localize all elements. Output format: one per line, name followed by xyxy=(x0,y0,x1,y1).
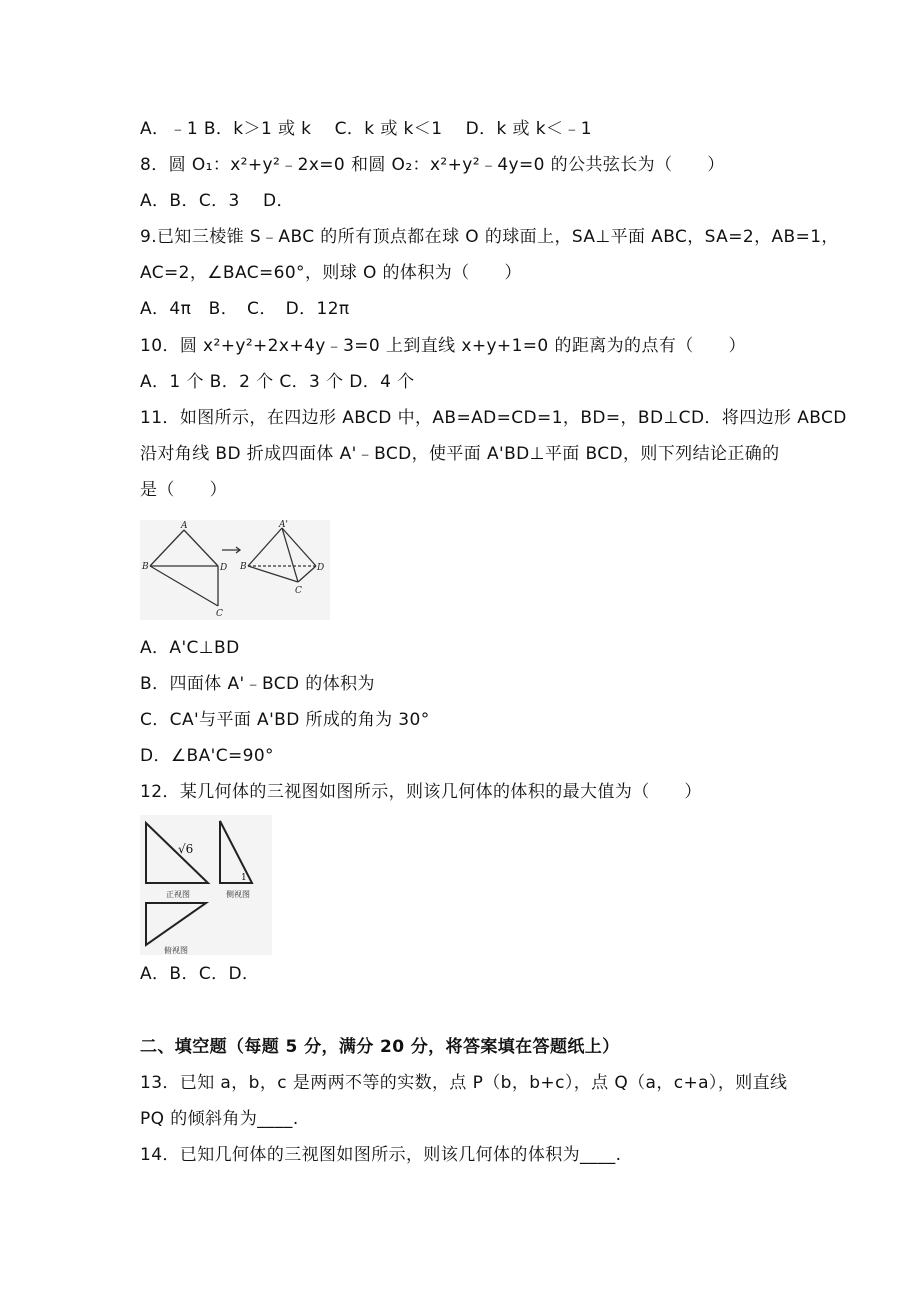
q9-stem-1: 9.已知三棱锥 S﹣ABC 的所有顶点都在球 O 的球面上，SA⊥平面 ABC，SA=2，AB=1， xyxy=(140,227,839,247)
q12-stem: 12．某几何体的三视图如图所示，则该几何体的体积的最大值为（ ） xyxy=(140,782,702,802)
q12-three-views-figure xyxy=(140,815,272,955)
q11-stem-1: 11．如图所示，在四边形 ABCD 中，AB=AD=CD=1，BD=，BD⊥CD．将四边形 ABCD xyxy=(140,408,847,428)
fig11-label-b2: B xyxy=(240,562,247,572)
q14-stem: 14．已知几何体的三视图如图所示，则该几何体的体积为____. xyxy=(140,1145,622,1165)
fig12-front-view-label: 正视图 xyxy=(166,890,190,899)
fig11-label-a: A xyxy=(181,521,188,531)
q8-options: A．B．C．3 D． xyxy=(140,191,294,211)
fig11-label-b: B xyxy=(142,562,149,572)
q11-figure xyxy=(140,520,330,620)
q12-options: A．B．C．D． xyxy=(140,964,260,984)
fig11-label-c2: C xyxy=(295,586,302,596)
q9-options: A．4π B． C． D．12π xyxy=(140,299,350,319)
section-heading: 二、填空题（每题 5 分，满分 20 分，将答案填在答题纸上） xyxy=(140,1037,620,1057)
q11-option-b: B．四面体 A'﹣BCD 的体积为 xyxy=(140,674,375,694)
q11-stem-2: 沿对角线 BD 折成四面体 A'﹣BCD，使平面 A'BD⊥平面 BCD，则下列结论正确的 xyxy=(140,444,780,464)
fig12-side-view-label: 侧视图 xyxy=(226,890,250,899)
q8-stem: 8．圆 O₁：x²+y²﹣2x=0 和圆 O₂：x²+y²﹣4y=0 的公共弦长为（ ） xyxy=(140,155,725,175)
fig12-one: 1 xyxy=(241,873,247,883)
q11-option-a: A．A'C⊥BD xyxy=(140,638,240,658)
fig12-sqrt6: √6 xyxy=(178,842,194,856)
q10-stem: 10．圆 x²+y²+2x+4y﹣3=0 上到直线 x+y+1=0 的距离为的点有（ ） xyxy=(140,336,746,356)
q11-stem-3: 是（ ） xyxy=(140,480,227,500)
fig11-label-a-prime: A' xyxy=(279,520,288,530)
q9-stem-2: AC=2，∠BAC=60°，则球 O 的体积为（ ） xyxy=(140,263,522,283)
q13-stem-2: PQ 的倾斜角为____. xyxy=(140,1109,299,1129)
fig11-label-d2: D xyxy=(317,563,325,573)
q13-stem-1: 13．已知 a，b，c 是两两不等的实数，点 P（b，b+c），点 Q（a，c+a），则直线 xyxy=(140,1073,788,1093)
fig11-label-c: C xyxy=(216,609,223,619)
fig11-label-d: D xyxy=(220,563,228,573)
q10-options: A．1 个 B．2 个 C．3 个 D．4 个 xyxy=(140,372,415,392)
q7-options: A．﹣1 B．k＞1 或 k C．k 或 k＜1 D．k 或 k＜﹣1 xyxy=(140,119,593,139)
q11-option-c: C．CA'与平面 A'BD 所成的角为 30° xyxy=(140,710,430,730)
fig12-top-view-label: 俯视图 xyxy=(164,946,188,955)
q11-option-d: D．∠BA'C=90° xyxy=(140,746,274,766)
